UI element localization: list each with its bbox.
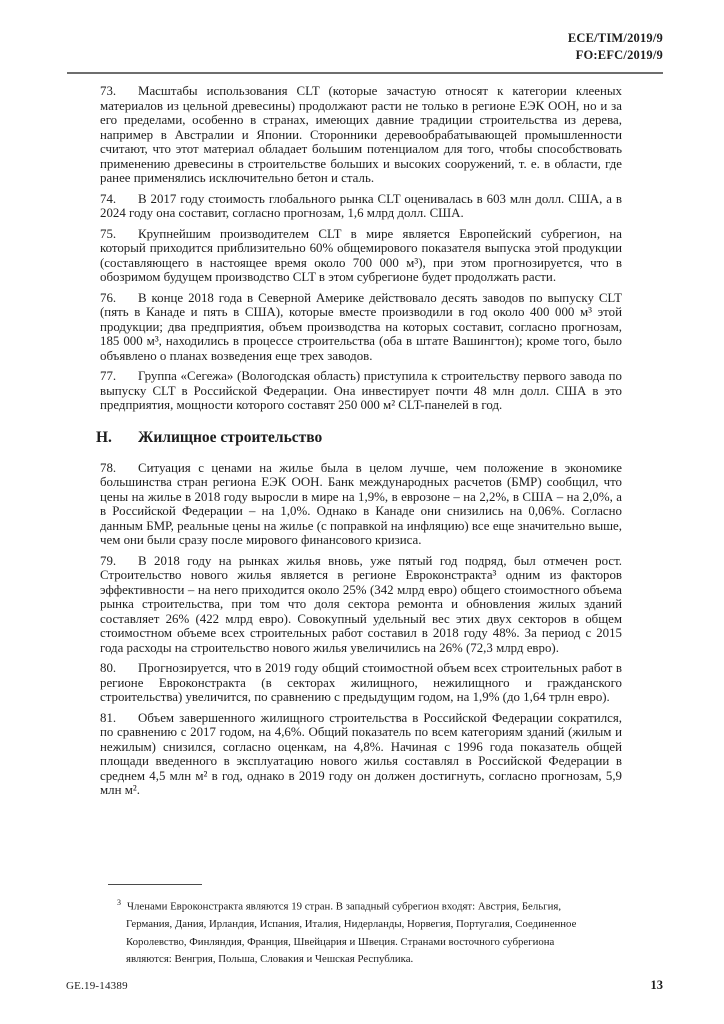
paragraph-80 [100,661,622,705]
paragraph-text: Масштабы использования CLT (которые зачастую относят к категории клееных материалов из цельной древесины) продолжают расти не только в регионе ЕЭК ООН, но и за его пределами, особенно в странах, имеющих давние традиции строительства из дерева, например в Австралии и Японии. Сторонники деревообрабатывающей промышленности считают, что этот материал обладает большим потенциалом для того, чтобы способствовать применению древесины в строительстве больших и высоких сооружений, т. е. в области, где ранее применялись исключительно бетон и сталь. [100,84,622,185]
section-letter: H. [96,428,112,446]
paragraph-number: 80. [100,661,117,675]
paragraph-text: Прогнозируется, что в 2019 году общий стоимостной объем всех строительных работ в регионе Евроконстракта (в секторах жилищного, нежилищного и гражданского строительства) увеличится, по сравнению с предыдущим годом, на 1,9% (до 1,64 трлн евро). [100,661,622,704]
paragraph-text: Объем завершенного жилищного строительства в Российской Федерации сократился, по сравнению с 2017 годом, на 4,6%. Общий показатель по всем категориям зданий (жилым и нежилым) снизился, согласно оценкам, на 4,8%. Начиная с 1996 года показатель общей площади введенного в эксплуатацию нового жилья составлял в Российской Федерации в среднем 4,5 млн м² в год, однако в 2019 году он должен достигнуть, согласно прогнозам, 5,9 млн м². [100,710,622,797]
paragraph-text: Крупнейшим производителем CLT в мире является Европейский субрегион, на который приходится приблизительно 60% общемирового показателя выпуска этой продукции (составляющего в настоящее время около 700 000 м³), при этом прогнозируется, что в обозримом будущем производство CLT в этом субрегионе будет продолжать расти. [100,226,622,284]
paragraph-text: В конце 2018 года в Северной Америке действовало десять заводов по выпуску CLT (пять в Канаде и пять в США), которые вместе производили в год около 400 000 м³ этой продукции; два предприятия, объем производства на которых составит, согласно прогнозам, 185 000 м³, находились в процессе строительства (оба в штате Вашингтон); кроме того, было объявлено о планах возведения еще трех заводов. [100,290,622,363]
job-number: GE.19-14389 [66,980,128,992]
header-rule [67,72,663,74]
paragraph-74 [100,192,622,221]
paragraph-77 [100,369,622,413]
paragraph-79 [100,554,622,656]
paragraph-text: Группа «Сегежа» (Вологодская область) приступила к строительству первого завода по выпуску CLT в Российской Федерации. Она инвестирует почти 48 млн долл. США в это предприятия, мощности которого составят 250 000 м² CLT-панелей в год. [100,369,622,412]
document-body [96,84,622,804]
paragraph-75 [100,227,622,285]
section-title: Жилищное строительство [138,428,323,446]
doc-symbol-line2: FO:EFC/2019/9 [575,48,663,62]
paragraph-number: 76. [100,290,117,305]
paragraph-number: 75. [100,226,117,241]
paragraph-number: 73. [100,84,117,98]
paragraph-78 [100,461,622,548]
page-number: 13 [650,978,663,992]
paragraph-number: 74. [100,191,117,206]
paragraph-number: 81. [100,710,117,725]
paragraph-text: Ситуация с ценами на жилье была в целом лучше, чем положение в экономике большинства стран региона ЕЭК ООН. Банк международных расчетов (БМР) сообщил, что цены на жилье в 2018 году выросли в мире на 1,9%, в еврозоне – на 2,2%, в США – на 2,0%, а в Российской Федерации – на 1,0%. Однако в Канаде они снизились на 0,06%. Согласно данным БМР, реальные цены на жилье (с поправкой на инфляцию) все еще значительно выше, чем они были сразу после мирового финансового кризиса. [100,460,622,547]
footnote-text: Членами Евроконстракта являются 19 стран. В западный субрегион входят: Австрия, Бельгия, Германия, Дания, Ирландия, Испания, Италия, Нидерланды, Норвегия, Португалия, Соединенное Королевство, Финляндия, Франция, Швейцария и Швеция. Странами восточного субрегиона являются: Венгрия, Польша, Словакия и Чешская Республика. [126,900,577,966]
section-heading-h [96,428,622,448]
paragraph-81 [100,711,622,798]
document-symbols [568,30,663,64]
paragraph-76 [100,291,622,364]
footnote-separator [108,884,202,885]
paragraph-number: 77. [100,369,117,383]
footnote-marker: 3 [117,898,121,907]
paragraph-73 [100,84,622,186]
paragraph-text: В 2018 году на рынках жилья вновь, уже пятый год подряд, был отмечен рост. Строительство нового жилья является в регионе Евроконстракта³ одним из факторов эффективности – на него приходится около 25% (342 млрд евро) общего стоимостного объема рынка строительства, при том что доля сектора ремонта и обновления жилых зданий составляет 26% (422 млрд евро). Совокупный удельный вес этих двух секторов в общем стоимостном объеме всех строительных работ составил в 2018 году 48%. За период с 2015 года расходы на строительство нового жилья увеличились на 26% (72,3 млрд евро). [100,553,622,655]
paragraph-number: 78. [100,460,117,475]
footnote-area [100,884,610,969]
paragraph-number: 79. [100,553,117,568]
doc-symbol-line1: ECE/TIM/2019/9 [567,31,663,45]
footnote-3 [117,894,588,969]
paragraph-text: В 2017 году стоимость глобального рынка CLT оценивалась в 603 млн долл. США, а в 2024 году она составит, согласно прогнозам, 1,6 млрд долл. США. [100,191,622,220]
